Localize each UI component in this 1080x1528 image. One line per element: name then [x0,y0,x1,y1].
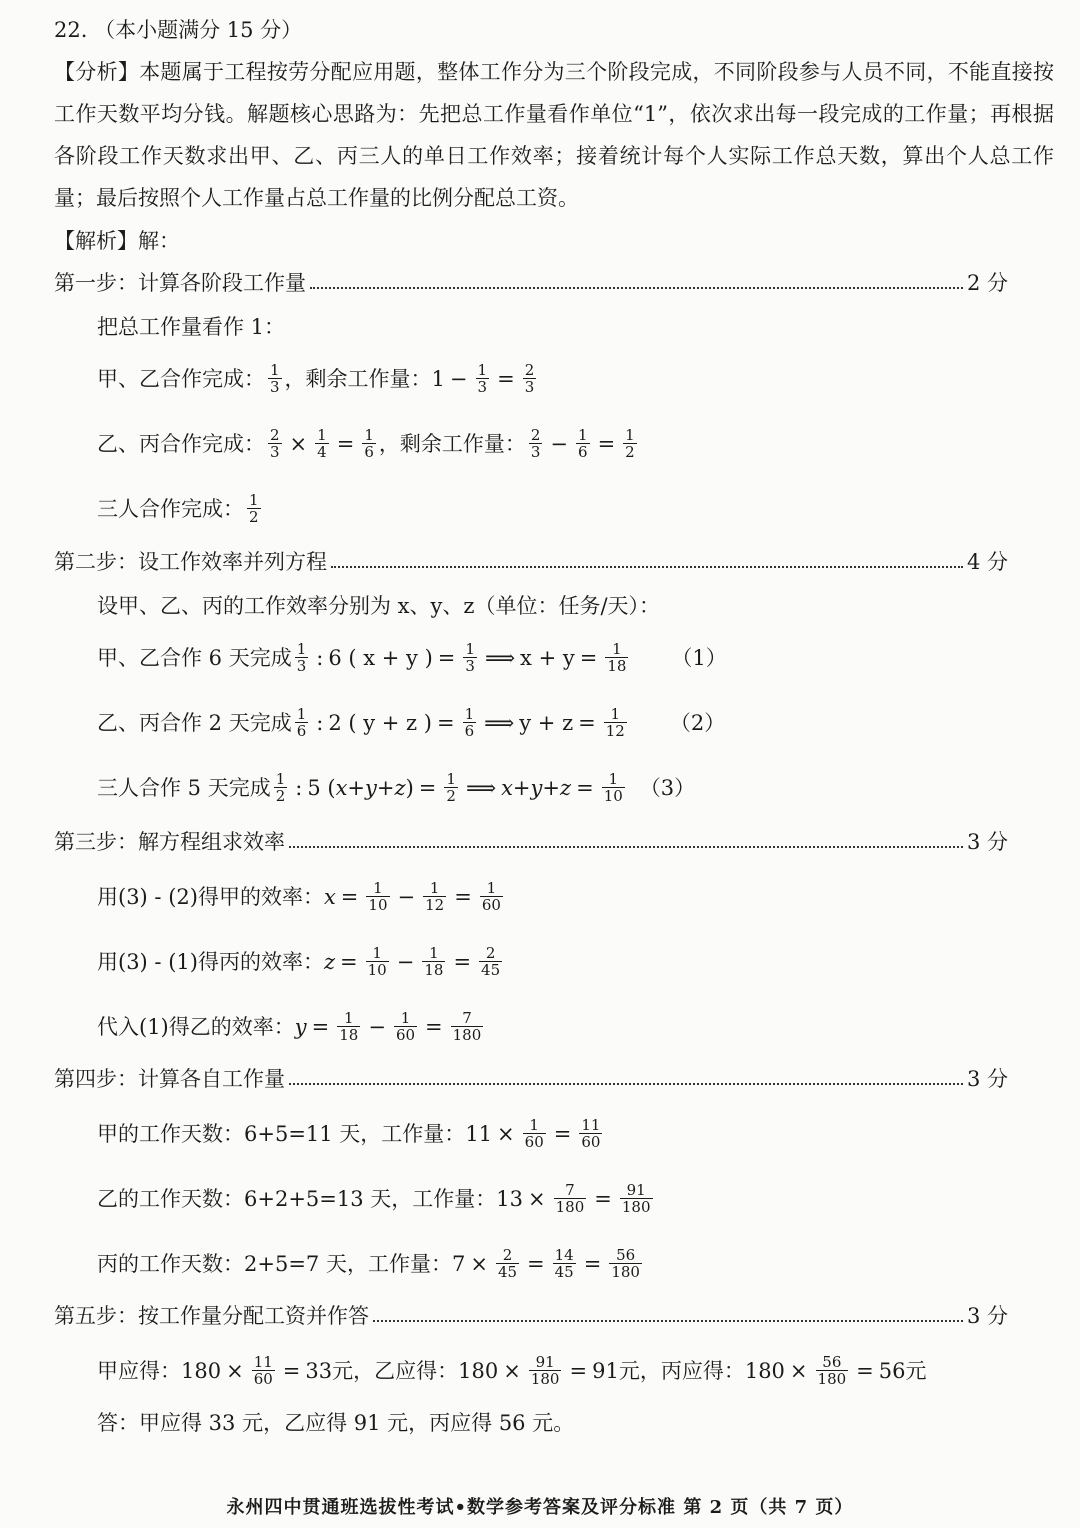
solve-x [97,880,506,913]
math-expression: 乙、丙合作 2 天完成 1 6 : 2 ( y + z ) = $\frac{1}{6}$ ⟹ y + z = $\frac{1}{12}$ （2） [97,705,726,740]
step-title: 第一步：计算各阶段工作量 [54,271,306,295]
step-4-heading [54,1066,1008,1092]
math-expression: 代入(1)得乙的效率： y = $\frac{1}{18}$ − $\frac{1}{60}$ = $\frac{7}{180}$ [97,1009,482,1044]
math-expression: 三人合作完成： 1 2 [97,491,259,526]
step-score: 4 分 [966,550,1008,574]
math-expression: 三人合作 5 天完成 1 2 : 5 ( x + y + z ) = $\frac{1}{2}$ ⟹ x + y + z = $\frac{1}{10}$ （3） [97,770,696,805]
pay-calculation [97,1354,927,1387]
math-expression: 用(3) - (1)得丙的效率： z = $\frac{1}{10}$ − $\frac{1}{18}$ = $\frac{2}{45}$ [97,944,501,979]
step-1-heading [54,270,1008,296]
leader-dots [289,846,963,848]
math-expression: 丙的工作天数：2+5=7 天，工作量： 7 × $\frac{2}{45}$ = $\frac{14}{45}$ = $\frac{56}{180}$ [97,1246,640,1281]
step2-intro: 设甲、乙、丙的工作效率分别为 x、y、z（单位：任务/天）： [97,594,661,618]
math-expression: 乙、丙合作完成： $\frac{2}{3}$ × $\frac{1}{4}$ = $\frac{1}{6}$ ，剩余工作量： 2 3 − $\frac{1}{6}$ = $\frac{1}{2}$ [97,426,635,461]
step-title: 第四步：计算各自工作量 [54,1067,285,1091]
math-expression: 用(3) - (2)得甲的效率： x = $\frac{1}{10}$ − $\frac{1}{12}$ = $\frac{1}{60}$ [97,879,501,914]
step1-line-3 [97,492,264,525]
step-title: 第三步：解方程组求效率 [54,830,285,854]
step-score: 3 分 [966,1067,1008,1091]
question-header: 22. （本小题满分 15 分） [54,18,303,42]
leader-dots [310,287,963,289]
step1-line-1 [97,362,539,395]
work-jia [97,1117,605,1150]
equation-2 [97,706,725,739]
step-5-heading [54,1303,1008,1329]
analysis-label: 【分析】 [54,60,140,84]
step-3-heading [54,829,1008,855]
analysis-text: 本题属于工程按劳分配应用题，整体工作分为三个阶段完成，不同阶段参与人员不同，不能直接按工作天数平均分钱。解题核心思路为：先把总工作量看作单位“1”，依次求出每一段完成的工作量；再根据各阶段工作天数求出甲、乙、丙三人的单日工作效率；接着统计每个人实际工作总天数，算出个人总工作量；最后按照个人工作量占总工作量的比例分配总工资。 [54,60,1055,210]
analysis-paragraph [54,51,1054,219]
math-expression: 乙的工作天数：6+2+5=13 天，工作量： 13 × $\frac{7}{180}$ = $\frac{91}{180}$ [97,1181,651,1216]
solve-y [97,1010,486,1043]
math-expression: 甲、乙合作完成： 1 3 ，剩余工作量： 1 − $\frac{1}{3}$ = $\frac{2}{3}$ [97,361,535,396]
equation-1 [97,641,727,674]
work-yi [97,1182,656,1215]
step1-intro: 把总工作量看作 1： [97,315,286,339]
work-bing [97,1247,645,1280]
math-expression: 甲的工作天数：6+5=11 天，工作量： 11 × $\frac{1}{60}$ = $\frac{11}{60}$ [97,1116,601,1151]
math-expression: 甲应得： 180 × $\frac{11}{60}$ = 33 元 ，乙应得： 180 × $\frac{91}{180}$ = 91 元 ，丙应得： 180 × $\frac{56}{180}$ = 56 元 [97,1353,927,1388]
leader-dots [289,1083,963,1085]
step1-line-2 [97,427,640,460]
step-score: 2 分 [966,271,1008,295]
step-score: 3 分 [966,830,1008,854]
final-answer: 答：甲应得 33 元，乙应得 91 元，丙应得 56 元。 [97,1411,575,1435]
solution-label: 【解析】解： [54,229,180,253]
leader-dots [331,566,963,568]
page-footer: 永州四中贯通班选拔性考试•数学参考答案及评分标准 第 2 页（共 7 页） [226,1497,854,1518]
math-expression: 甲、乙合作 6 天完成 1 3 : 6 ( x + y ) = $\frac{1}{3}$ ⟹ x + y = $\frac{1}{18}$ （1） [97,640,727,675]
step-title: 第二步：设工作效率并列方程 [54,550,327,574]
solve-z [97,945,505,978]
equation-3 [97,771,695,804]
leader-dots [373,1320,963,1322]
step-2-heading [54,549,1008,575]
step-title: 第五步：按工作量分配工资并作答 [54,1304,369,1328]
step-score: 3 分 [966,1304,1008,1328]
